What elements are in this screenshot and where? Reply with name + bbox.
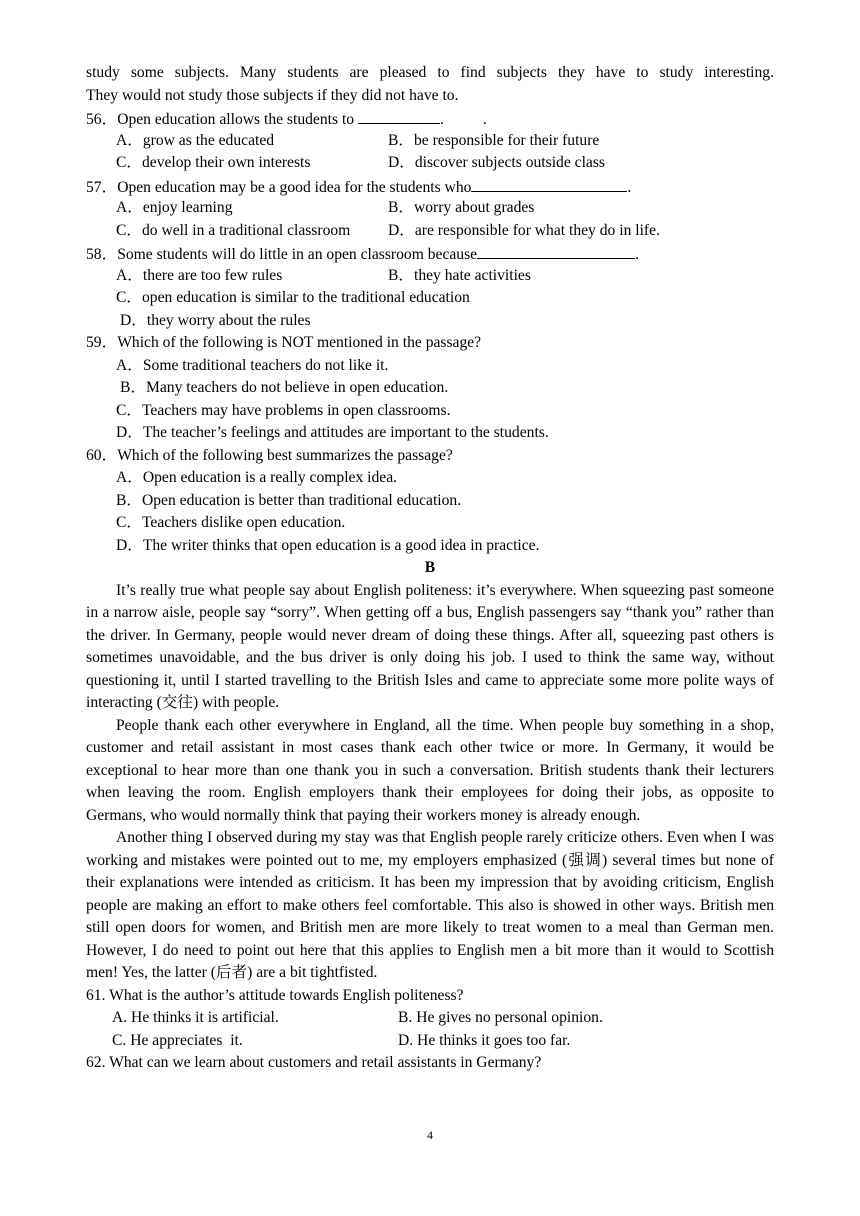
option-a: A．grow as the educated	[116, 131, 275, 149]
option-d: D. He thinks it goes too far.	[398, 1031, 571, 1049]
option-c: C．Teachers dislike open education.	[116, 514, 346, 531]
answer-blank	[477, 242, 635, 259]
option-d: D．The teacher’s feelings and attitudes are important to the students.	[116, 424, 549, 441]
intro-line-2: They would not study those subjects if they did not have to.	[86, 86, 459, 104]
option-a: A．there are too few rules	[116, 266, 283, 284]
question-61-options-ab	[86, 1007, 774, 1030]
passage-paragraph-2: People thank each other everywhere in England, all the time. When people buy something in a shop, customer and retail assistant in most cases thank each other twice or more. In Germany, it would be exceptional to hear more than one thank you in such a conversation. British students thank their lecturers when leaving the room. English employers thank their employees for doing their jobs, as opposite to Germans, who would normally think that paying their workers money is already enough.	[86, 716, 774, 824]
option-d: D．The writer thinks that open education is a good idea in practice.	[116, 536, 540, 554]
option-d: D．discover subjects outside class	[388, 154, 605, 171]
option-a: A．Some traditional teachers do not like it.	[116, 356, 389, 374]
option-b: B. He gives no personal opinion.	[398, 1009, 603, 1026]
question-57-options-ab	[86, 197, 774, 220]
option-c: C．do well in a traditional classroom	[116, 221, 351, 239]
passage-paragraph-1: It’s really true what people say about English politeness: it’s everywhere. When squeezing past someone in a narrow aisle, people say “sorry”. When getting off a bus, English passengers say “thank you” rather than the driver. In Germany, people would never dream of doing these things. After all, squeezing past others is sometimes unavoidable, and the bus driver is only doing his job. I used to think the same way, without questioning it, until I started travelling to the British Isles and came to appreciate some more polite ways of interacting (交往) with people.	[86, 581, 774, 711]
option-b: B．Open education is better than traditional education.	[116, 491, 462, 509]
question-56-stem: 56．Open education allows the students to	[86, 111, 355, 128]
option-d: D．they worry about the rules	[120, 311, 311, 329]
option-b: B．they hate activities	[388, 266, 531, 284]
question-56	[86, 107, 774, 130]
option-b: B．be responsible for their future	[388, 131, 600, 149]
question-59-stem: 59．Which of the following is NOT mentioned in the passage?	[86, 334, 482, 351]
page-number: 4	[427, 1128, 433, 1142]
answer-blank	[471, 175, 627, 192]
option-b: B．worry about grades	[388, 199, 535, 216]
answer-blank	[358, 107, 440, 124]
question-62-stem: 62. What can we learn about customers and retail assistants in Germany?	[86, 1054, 542, 1071]
question-56-tail: . .	[440, 111, 487, 128]
question-57	[86, 175, 774, 198]
intro-line-1: study some subjects. Many students are pleased to find subjects they have to study interesting.	[86, 64, 774, 81]
question-57-stem: 57．Open education may be a good idea for the students who	[86, 178, 472, 196]
question-58-stem: 58．Some students will do little in an open classroom because	[86, 246, 478, 263]
section-heading: B	[424, 559, 436, 576]
option-c: C. He appreciates it.	[112, 1031, 243, 1049]
question-57-options-cd	[86, 220, 774, 243]
question-60-stem: 60．Which of the following best summarizes the passage?	[86, 446, 453, 464]
option-a: A. He thinks it is artificial.	[112, 1009, 279, 1026]
passage-paragraph-3: Another thing I observed during my stay was that English people rarely criticize others. Even when I was working and mistakes were pointed out to me, my employers emphasized (强调) several times but none of their explanations were intended as criticism. It has been my impression that by avoiding criticism, English people are making an effort to make others feel comfortable. This also is showed in other ways. British men still open doors for women, and British men are more likely to treat women to a meal than German men. However, I do need to point out here that this applies to English men a bit more than it would to Scottish men! Yes, the latter (后者) are a bit tightfisted.	[86, 829, 774, 981]
option-a: A．enjoy learning	[116, 199, 233, 216]
question-61-stem: 61. What is the author’s attitude towards English politeness?	[86, 986, 464, 1004]
question-58	[86, 242, 774, 265]
question-57-tail: .	[627, 178, 632, 196]
question-61-options-cd	[86, 1030, 774, 1053]
option-b: B．Many teachers do not believe in open education.	[120, 379, 449, 396]
question-56-options-ab	[86, 130, 774, 153]
question-58-options-ab	[86, 265, 774, 288]
option-c: C．develop their own interests	[116, 154, 311, 171]
option-d: D．are responsible for what they do in life.	[388, 221, 660, 239]
option-a: A．Open education is a really complex idea.	[116, 469, 398, 486]
question-56-options-cd	[86, 152, 774, 175]
option-c: C．Teachers may have problems in open classrooms.	[116, 401, 451, 419]
document-page	[86, 62, 774, 1075]
question-58-tail: .	[635, 246, 639, 263]
option-c: C．open education is similar to the traditional education	[116, 289, 470, 306]
